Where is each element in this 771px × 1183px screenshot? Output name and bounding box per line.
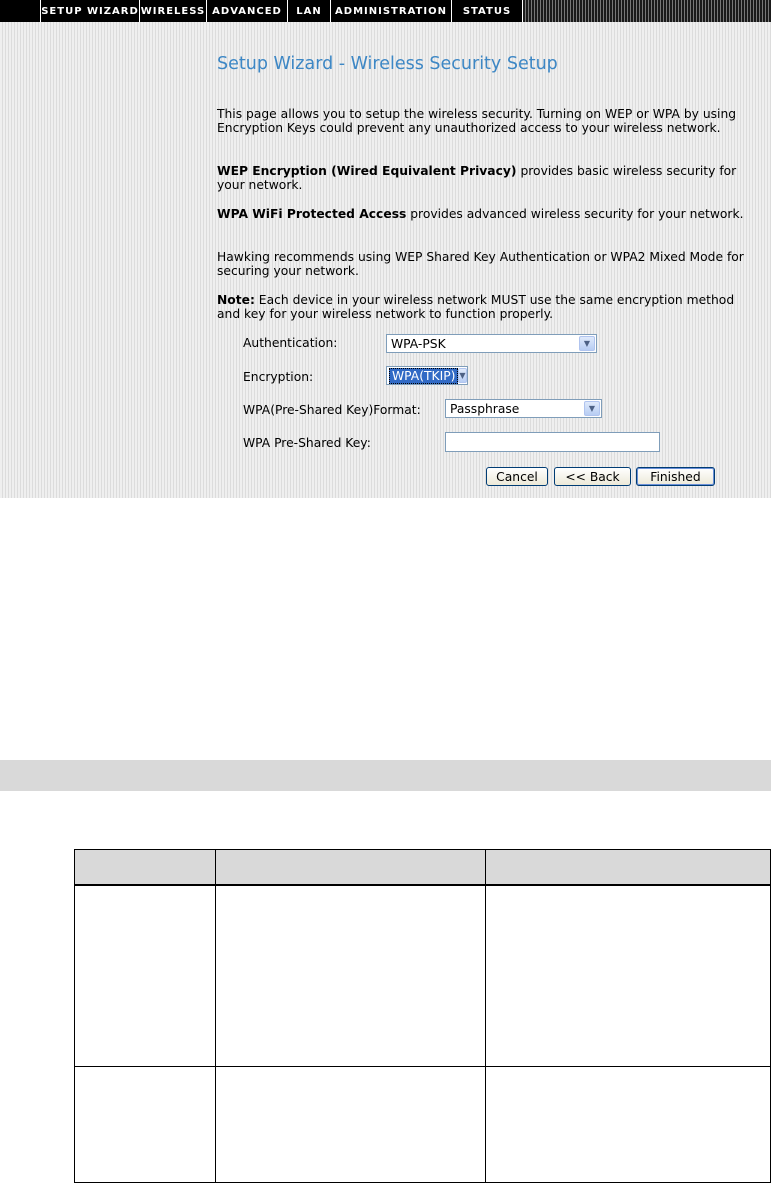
nav-setup-wizard[interactable]: SETUP WIZARD (41, 0, 140, 22)
nav-lead (0, 0, 41, 22)
table-header-cell (75, 850, 216, 886)
encryption-select[interactable] (386, 366, 468, 385)
chevron-down-icon[interactable]: ▼ (584, 401, 600, 416)
recommend-text: Hawking recommends using WEP Shared Key Authentication or WPA2 Mixed Mode for securing your network. (217, 250, 744, 278)
psk-label: WPA Pre-Shared Key: (243, 436, 371, 450)
authentication-select[interactable] (386, 334, 597, 353)
authentication-label: Authentication: (243, 336, 338, 350)
table-row (75, 885, 771, 1067)
psk-input[interactable] (445, 432, 660, 452)
nav-wireless[interactable]: WIRELESS (140, 0, 207, 22)
psk-format-label: WPA(Pre-Shared Key)Format: (243, 403, 421, 417)
table-row (75, 1067, 771, 1183)
chevron-down-icon[interactable]: ▼ (458, 368, 466, 383)
note-text (217, 293, 752, 321)
table-header-cell (486, 850, 771, 886)
authentication-value: WPA-PSK (391, 336, 446, 351)
page-title: Setup Wizard - Wireless Security Setup (217, 54, 558, 74)
cancel-button[interactable]: Cancel (486, 467, 548, 486)
nav-lan[interactable]: LAN (288, 0, 331, 22)
wizard-panel (0, 22, 771, 498)
table-header-row (75, 850, 771, 886)
table-cell (486, 885, 771, 1067)
chevron-down-icon[interactable]: ▼ (579, 336, 595, 351)
note-heading: Note: (217, 293, 255, 307)
back-button[interactable]: << Back (554, 467, 631, 486)
psk-format-value: Passphrase (450, 401, 520, 416)
wpa-description (217, 207, 752, 221)
table-cell (75, 1067, 216, 1183)
table-cell (486, 1067, 771, 1183)
table-header-cell (216, 850, 486, 886)
info-table (74, 849, 771, 1183)
intro-text: This page allows you to setup the wireless security. Turning on WEP or WPA by using Encryption Keys could prevent any unauthorized access to your wireless network. (217, 107, 737, 135)
table-cell (216, 885, 486, 1067)
table-cell (216, 1067, 486, 1183)
table-cell (75, 885, 216, 1067)
section-bar (0, 760, 771, 791)
wep-heading: WEP Encryption (Wired Equivalent Privacy) (217, 164, 517, 178)
nav-advanced[interactable]: ADVANCED (207, 0, 288, 22)
nav-administration[interactable]: ADMINISTRATION (331, 0, 452, 22)
top-nav (0, 0, 771, 22)
note-body: Each device in your wireless network MUST use the same encryption method and key for your wireless network to function properly. (217, 293, 735, 321)
nav-fill (523, 0, 771, 22)
encryption-label: Encryption: (243, 370, 314, 384)
nav-status[interactable]: STATUS (452, 0, 523, 22)
wpa-heading: WPA WiFi Protected Access (217, 207, 407, 221)
wep-text: provides basic wireless security for your network. (217, 164, 737, 192)
psk-format-select[interactable] (445, 399, 602, 418)
finished-button[interactable]: Finished (636, 467, 715, 486)
wep-description (217, 164, 752, 192)
wpa-text: provides advanced wireless security for your network. (406, 207, 744, 221)
encryption-value: WPA(TKIP) (389, 368, 458, 384)
